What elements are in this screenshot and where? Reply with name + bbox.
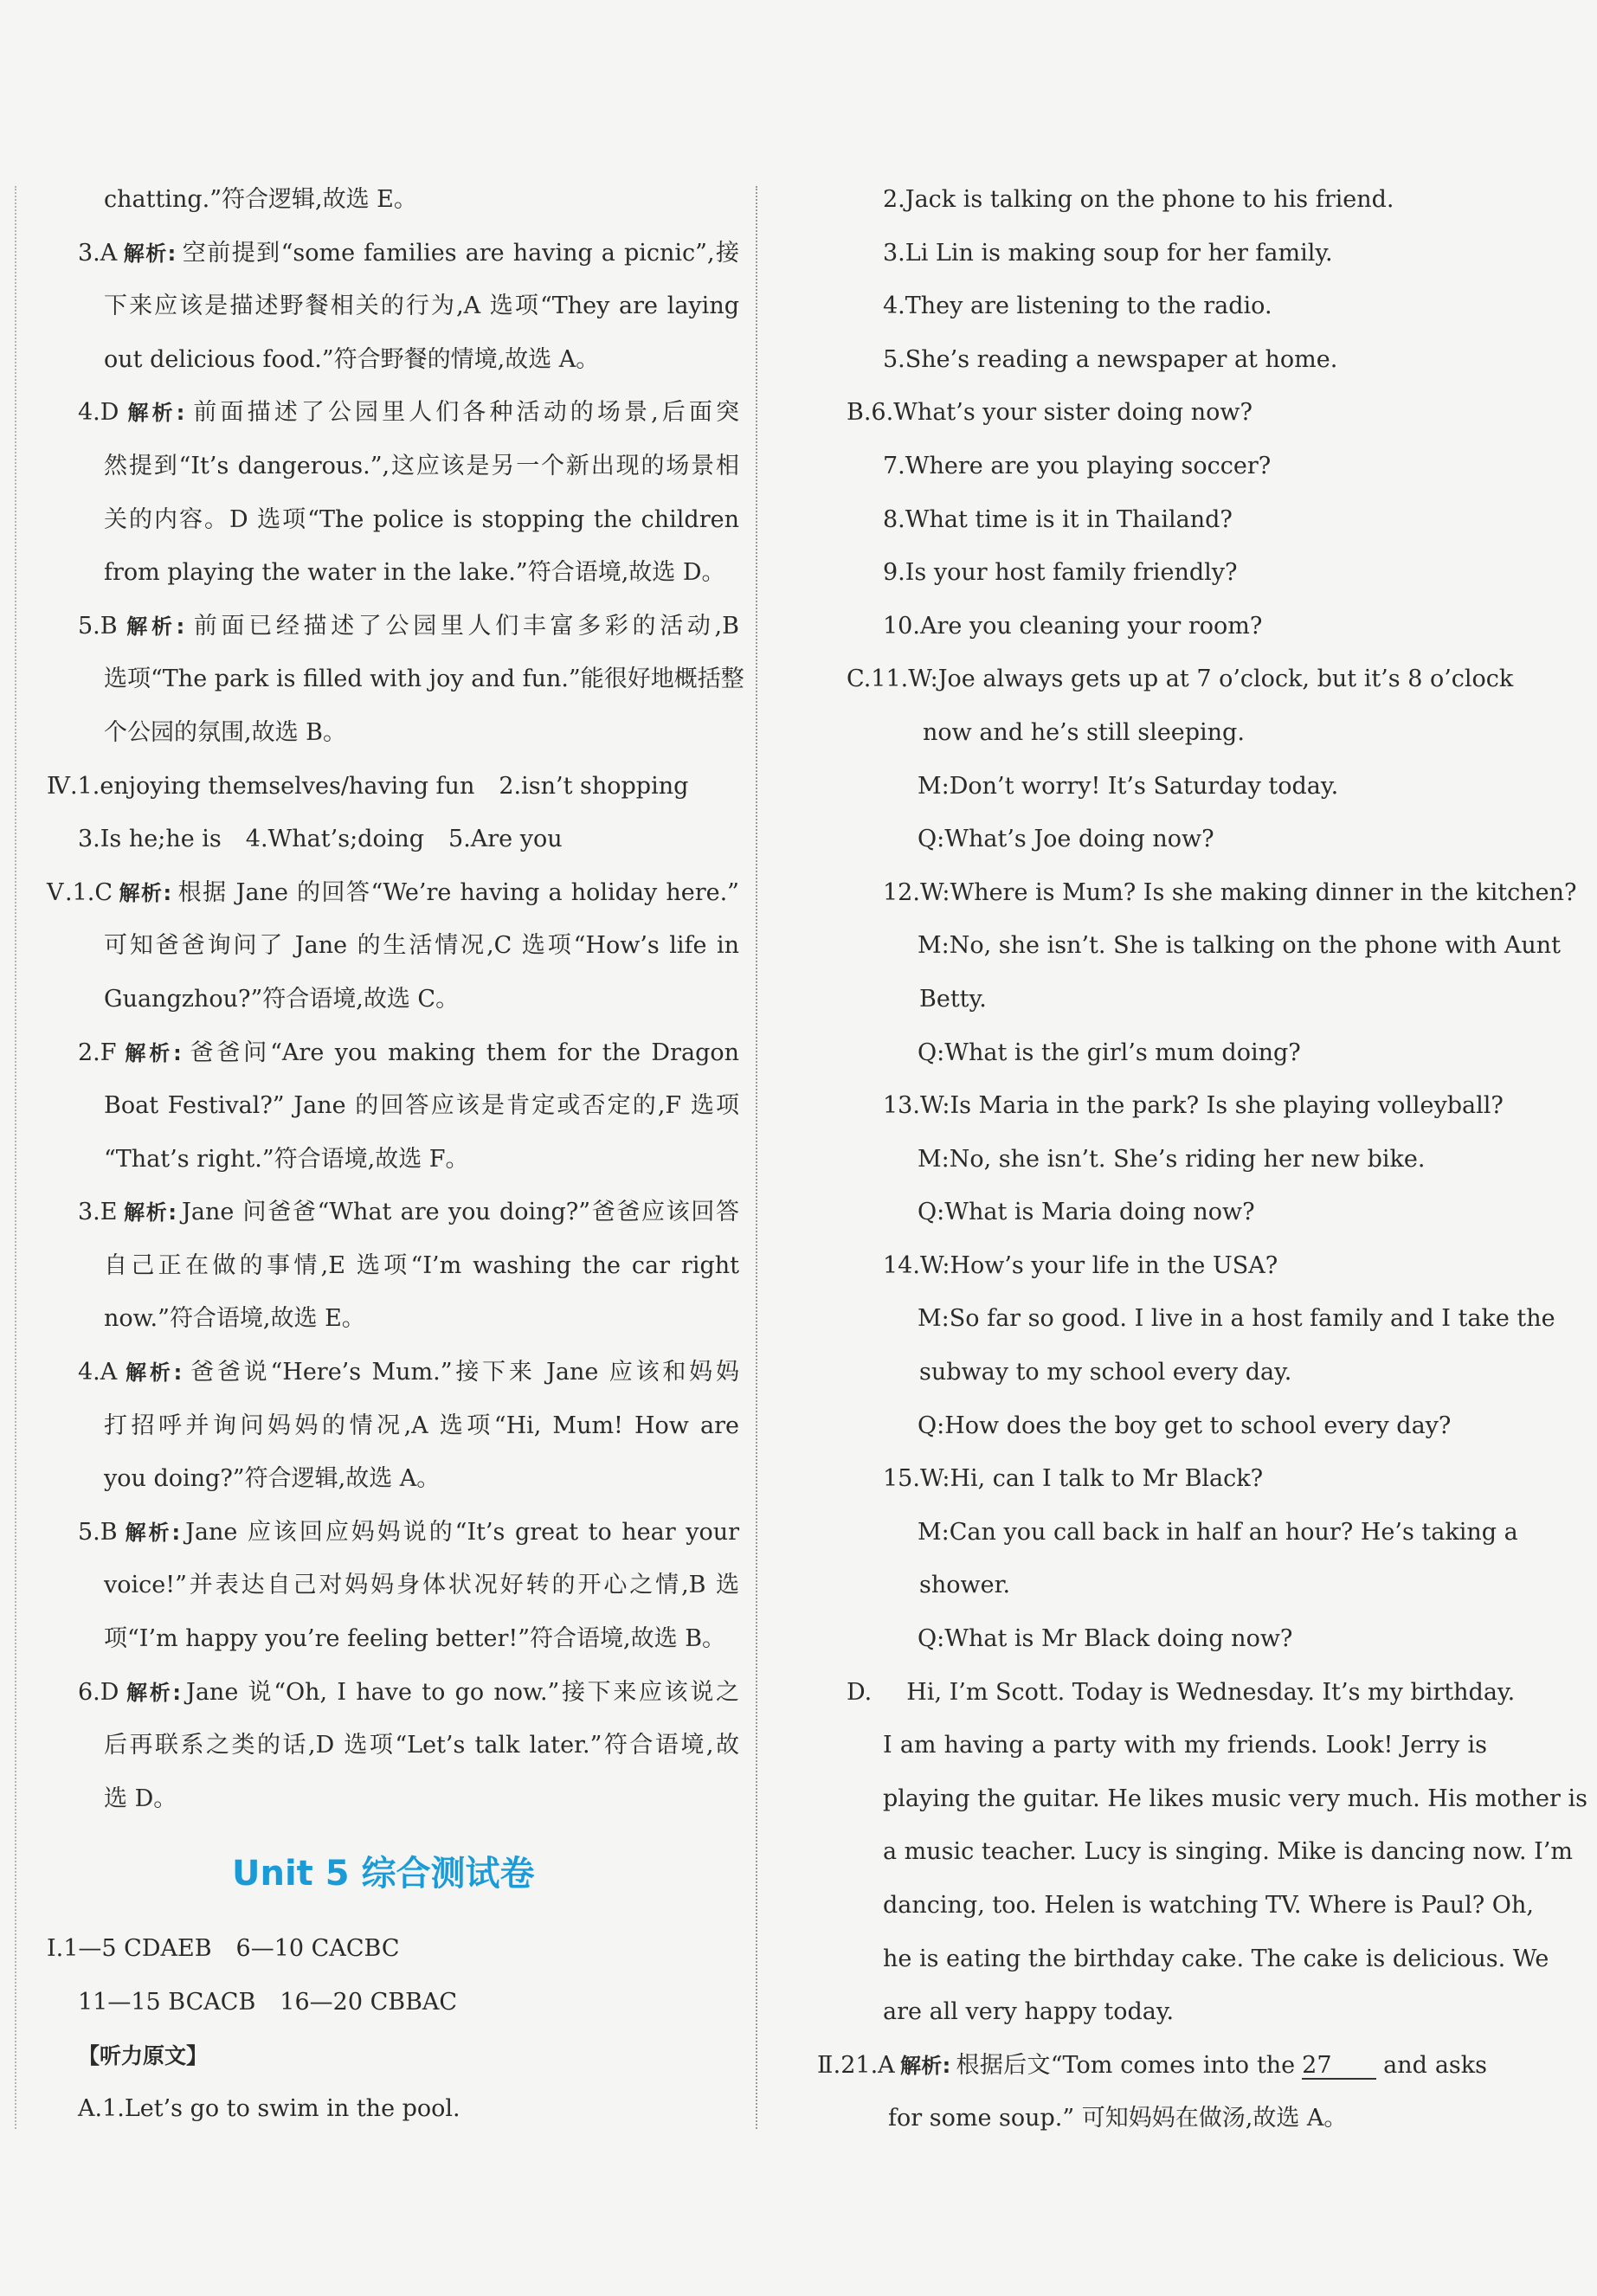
script-line [795, 1079, 1504, 1133]
line-text: voice!”并表达自己对妈妈身体状况好转的开心之情,B 选 [104, 1572, 739, 1599]
script-line [795, 866, 1577, 920]
passage-line [795, 1933, 1549, 1986]
item-number: 4.D [78, 399, 119, 427]
line-text: “That’s right.”符合语境,故选 F。 [104, 1145, 469, 1173]
line-text: 前面描述了公园里人们各种活动的场景,后面突 [190, 399, 739, 427]
section-heading [47, 2029, 739, 2083]
item-number: 4.A [78, 1359, 118, 1386]
passage-line [795, 1825, 1574, 1879]
line-text: C.11.W:Joe always gets up at 7 o’clock, but it’s 8 o’clock [847, 666, 1514, 693]
column-divider [756, 186, 757, 2129]
line-text: 下来应该是描述野餐相关的行为,A 选项“They are laying [104, 293, 739, 320]
answer-line [47, 440, 739, 493]
analysis-tag: 解析: [121, 1040, 182, 1065]
item-number: 5.B [78, 1518, 118, 1546]
script-line [795, 227, 1487, 280]
answer-line [47, 706, 739, 760]
line-text: 空前提到“some families are having a picnic”,接 [181, 239, 739, 267]
passage-line [795, 1666, 1516, 1720]
line-text: 12.W:Where is Mum? Is she making dinner in the kitchen? [883, 878, 1577, 906]
line-text: 10.Are you cleaning your room? [883, 612, 1263, 640]
line-text: 4.What’s;doing [245, 826, 425, 853]
line-text: 关的内容。D 选项“The police is stopping the children [104, 505, 739, 533]
line-text: are all very happy today. [883, 1998, 1175, 2026]
analysis-tag: 解析: [122, 614, 185, 639]
line-text: I am having a party with my friends. Look! Jerry is [883, 1732, 1487, 1759]
analysis-tag: 解析: [124, 401, 185, 426]
item-number: 3.A [78, 239, 118, 267]
answer-line [47, 1079, 739, 1133]
line-text: Q:What is the girl’s mum doing? [918, 1039, 1301, 1066]
line-text: 前面已经描述了公园里人们丰富多彩的活动,B [190, 612, 739, 640]
line-text: M:No, she isn’t. She’s riding her new bike. [918, 1145, 1426, 1173]
line-text: 13.W:Is Maria in the park? Is she playing volleyball? [883, 1092, 1504, 1120]
line-text: 3.Is he;he is [78, 826, 222, 853]
line-text: 3.Li Lin is making soup for her family. [883, 239, 1333, 267]
item-number: 3.E [78, 1199, 118, 1226]
line-text: M:Don’t worry! It’s Saturday today. [918, 772, 1339, 800]
line-text: 5.She’s reading a newspaper at home. [883, 345, 1338, 373]
answer-item [47, 1346, 739, 1399]
unit-title: Unit 5 综合测试卷 [232, 1854, 535, 1894]
line-text: 14.W:How’s your life in the USA? [883, 1251, 1278, 1279]
answer-item [47, 866, 739, 920]
script-line [795, 1452, 1487, 1506]
answer-line [47, 1772, 739, 1826]
passage-line [795, 1985, 1487, 2039]
line-text: 2.Jack is talking on the phone to his friend. [883, 186, 1394, 213]
analysis-tag: 解析: [118, 880, 172, 905]
passage-line [795, 1879, 1534, 1933]
script-line [795, 546, 1487, 600]
line-text: 9.Is your host family friendly? [883, 559, 1238, 587]
line-text: 15.W:Hi, can I talk to Mr Black? [883, 1465, 1264, 1493]
answer-line [47, 1452, 739, 1506]
line-text: playing the guitar. He likes music very much. His mother is [883, 1785, 1587, 1812]
line-text: now.”符合语境,故选 E。 [104, 1305, 365, 1333]
line-text: Q:What is Mr Black doing now? [918, 1625, 1293, 1653]
script-line [795, 973, 1487, 1026]
line-text: M:No, she isn’t. She is talking on the phone with Aunt [918, 932, 1562, 960]
line-text: 打招呼并询问妈妈的情况,A 选项“Hi, Mum! How are [104, 1412, 739, 1439]
line-text: 自己正在做的事情,E 选项“I’m washing the car right [104, 1251, 739, 1279]
line-text: 根据后文“Tom comes into the [956, 2051, 1296, 2079]
line-text: A.1.Let’s go to swim in the pool. [78, 2095, 460, 2123]
answer-line [47, 653, 744, 706]
script-line [795, 1559, 1487, 1612]
answer-line [47, 2082, 739, 2136]
answer-line [47, 280, 739, 333]
script-line [795, 653, 1514, 706]
script-line [795, 706, 1487, 760]
line-text: 2.isn’t shopping [499, 772, 689, 800]
script-line [795, 1239, 1487, 1293]
answer-item [47, 227, 739, 280]
analysis-tag: 解析: [122, 1200, 177, 1225]
answer-line [47, 1612, 739, 1666]
line-text: 选 D。 [104, 1785, 177, 1812]
answer-item [47, 1026, 739, 1080]
answer-item [47, 1506, 739, 1560]
script-line [795, 1292, 1555, 1346]
line-text: 个公园的氛围,故选 B。 [104, 718, 347, 746]
answer-key-line [47, 1976, 739, 2029]
answer-item [47, 386, 739, 440]
script-line [795, 333, 1487, 387]
line-text: 8.What time is it in Thailand? [883, 505, 1233, 533]
line-text: 爸爸说“Here’s Mum.”接下来 Jane 应该和妈妈 [187, 1359, 739, 1386]
script-line [795, 919, 1562, 973]
page-edge-line [15, 186, 16, 2129]
answer-line [47, 546, 739, 600]
answer-item [47, 760, 739, 814]
analysis-tag: 解析: [122, 1520, 181, 1545]
line-text: he is eating the birthday cake. The cake is delicious. We [883, 1945, 1549, 1972]
script-line [795, 1026, 1487, 1080]
item-number: Ⅴ.1.C [47, 878, 113, 906]
line-text: B.6.What’s your sister doing now? [847, 399, 1253, 427]
line-text: Hi, I’m Scott. Today is Wednesday. It’s my birthday. [906, 1678, 1516, 1706]
line-text: Boat Festival?” Jane 的回答应该是肯定或否定的,F 选项 [104, 1092, 739, 1120]
answer-line [47, 1239, 739, 1293]
script-line [795, 440, 1487, 493]
right-column [795, 173, 1587, 2145]
script-line [795, 1399, 1487, 1453]
script-line [795, 1506, 1518, 1560]
script-line [795, 1612, 1487, 1666]
item-number: D. [847, 1678, 873, 1706]
line-text: Guangzhou?”符合语境,故选 C。 [104, 985, 460, 1013]
script-line [795, 386, 1487, 440]
answer-line [47, 333, 739, 387]
analysis-tag: 解析: [122, 241, 177, 266]
script-line [795, 600, 1487, 653]
line-text: 根据 Jane 的回答“We’re having a holiday here.” [177, 878, 739, 906]
item-number: 5.B [78, 612, 118, 640]
answer-line [47, 493, 739, 547]
answer-item [47, 1186, 739, 1239]
listening-script-heading: 【听力原文】 [78, 2042, 209, 2068]
line-text: 6—10 CACBC [235, 1935, 400, 1963]
analysis-tag: 解析: [124, 1680, 182, 1705]
line-text: chatting.”符合逻辑,故选 E。 [104, 186, 417, 213]
line-text: 后再联系之类的话,D 选项“Let’s talk later.”符合语境,故 [104, 1732, 739, 1759]
line-text: 11—15 BCACB [78, 1989, 256, 2016]
answer-item [795, 2039, 1487, 2093]
answer-line [47, 1559, 739, 1612]
answer-line [47, 813, 739, 866]
line-text: Q:What is Maria doing now? [918, 1199, 1255, 1226]
line-text: 7.Where are you playing soccer? [883, 452, 1272, 479]
line-text: 5.Are you [448, 826, 563, 853]
blank-number: 27 [1302, 2054, 1376, 2080]
script-line [795, 1186, 1487, 1239]
line-text: Ⅳ.1.enjoying themselves/having fun [47, 772, 475, 800]
passage-line [795, 1772, 1587, 1826]
line-text: 爸爸问“Are you making them for the Dragon [186, 1039, 739, 1066]
left-column [47, 173, 744, 2136]
script-line [795, 280, 1487, 333]
analysis-tag: 解析: [899, 2053, 951, 2078]
line-text: M:Can you call back in half an hour? He’s taking a [918, 1518, 1518, 1546]
line-text: shower. [919, 1572, 1011, 1599]
line-text: subway to my school every day. [919, 1359, 1292, 1386]
line-text: Q:How does the boy get to school every day? [918, 1412, 1452, 1439]
line-text: now and he’s still sleeping. [923, 718, 1245, 746]
answer-item [47, 600, 739, 653]
line-text: 项“I’m happy you’re feeling better!”符合语境,故选 B。 [104, 1625, 726, 1653]
analysis-tag: 解析: [122, 1360, 183, 1386]
line-text: Jane 说“Oh, I have to go now.”接下来应该说之 [186, 1678, 739, 1706]
line-text: out delicious food.”符合野餐的情境,故选 A。 [104, 345, 600, 373]
script-line [795, 1133, 1487, 1187]
line-text: a music teacher. Lucy is singing. Mike is dancing now. I’m [883, 1838, 1574, 1866]
script-line [795, 813, 1487, 866]
answer-line [47, 173, 739, 227]
item-number: 6.D [78, 1678, 119, 1706]
line-text: 选项“The park is filled with joy and fun.”能很好地概括整 [104, 666, 744, 693]
item-number: Ⅱ.21.A [817, 2051, 895, 2079]
answer-line [47, 919, 739, 973]
line-text: 4.They are listening to the radio. [883, 293, 1272, 320]
line-text: Ⅰ.1—5 CDAEB [47, 1935, 212, 1963]
line-text: from playing the water in the lake.”符合语境,故选 D。 [104, 559, 725, 587]
answer-line [47, 1399, 739, 1453]
answer-line [795, 2092, 1487, 2145]
answer-item [47, 1666, 739, 1720]
answer-key-line [47, 1922, 739, 1976]
line-text: you doing?”符合逻辑,故选 A。 [104, 1465, 441, 1493]
answer-line [47, 973, 739, 1026]
line-text: 16—20 CBBAC [280, 1989, 458, 2016]
line-text: Jane 问爸爸“What are you doing?”爸爸应该回答 [182, 1199, 739, 1226]
line-text: Jane 应该回应妈妈说的“It’s great to hear your [185, 1518, 739, 1546]
line-text: M:So far so good. I live in a host family and I take the [918, 1305, 1555, 1333]
script-line [795, 493, 1487, 547]
line-text: 可知爸爸询问了 Jane 的生活情况,C 选项“How’s life in [104, 932, 739, 960]
item-number: 2.F [78, 1039, 117, 1066]
script-line [795, 1346, 1487, 1399]
script-line [795, 173, 1487, 227]
answer-line [47, 1292, 739, 1346]
passage-line [795, 1719, 1487, 1772]
line-text: for some soup.” 可知妈妈在做汤,故选 A。 [888, 2105, 1348, 2132]
line-text: dancing, too. Helen is watching TV. Where is Paul? Oh, [883, 1892, 1534, 1919]
line-text: Q:What’s Joe doing now? [918, 826, 1214, 853]
line-text: 然提到“It’s dangerous.”,这应该是另一个新出现的场景相 [104, 452, 739, 479]
answer-line [47, 1719, 739, 1772]
script-line [795, 760, 1487, 814]
line-text: Betty. [919, 985, 987, 1013]
line-text: and asks [1383, 2051, 1488, 2079]
answer-line [47, 1133, 739, 1187]
